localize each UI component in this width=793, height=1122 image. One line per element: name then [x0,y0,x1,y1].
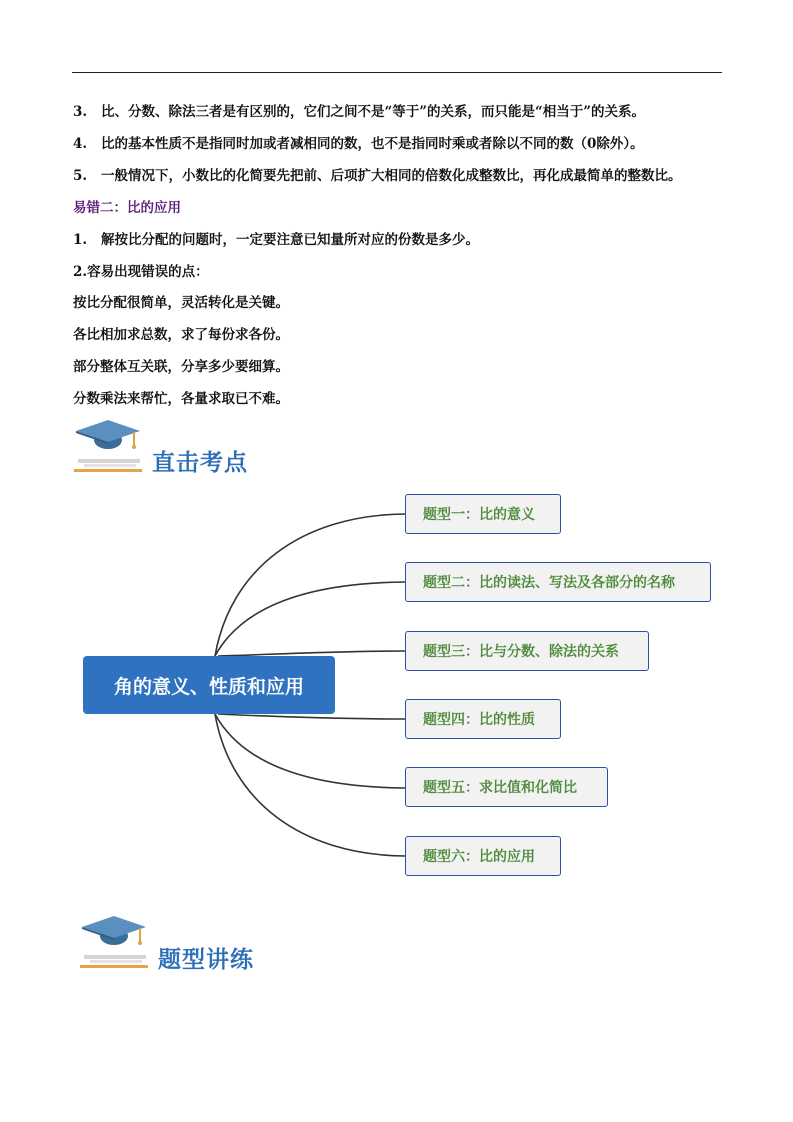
rhyme-3: 部分整体互关联，分享多少要细算。 [73,359,289,375]
mindmap-branch-3: 题型三：比与分数、除法的关系 [405,631,649,671]
connector-4 [218,714,405,719]
point-heading: 2.容易出现错误的点： [73,264,209,280]
rhyme-2: 各比相加求总数，求了每份求各份。 [73,327,289,343]
section-practice [80,914,254,974]
error-item-1: 1. 解按比分配的问题时，一定要注意已知量所对应的份数是多少。 [73,232,479,248]
section-direct-points [74,418,248,478]
graduation-cap-icon [74,418,146,474]
mindmap-branch-4: 题型四：比的性质 [405,699,561,739]
connector-6 [215,714,405,856]
mindmap-center-node: 角的意义、性质和应用 [83,656,335,714]
section-title-direct-points: 直击考点 [152,450,248,476]
mindmap-branch-6: 题型六：比的应用 [405,836,561,876]
error-heading: 易错二：比的应用 [73,200,181,216]
note-5: 5. 一般情况下，小数比的化简要先把前、后项扩大相同的倍数化成整数比，再化成最简单的整数比。 [73,168,682,184]
section-title-practice: 题型讲练 [158,947,254,973]
mindmap-branch-2: 题型二：比的读法、写法及各部分的名称 [405,562,711,602]
rhyme-1: 按比分配很简单，灵活转化是关键。 [73,295,289,311]
note-3: 3. 比、分数、除法三者是有区别的，它们之间不是“等于”的关系，而只能是“相当于”的关系。 [73,104,646,120]
connector-1 [215,514,405,656]
note-4: 4. 比的基本性质不是指同时加或者减相同的数，也不是指同时乘或者除以不同的数（0除外）。 [73,136,644,152]
connector-5 [215,714,405,788]
graduation-cap-icon [80,914,152,970]
rhyme-4: 分数乘法来帮忙，各量求取已不难。 [73,391,289,407]
header-rule [72,72,722,73]
mindmap-branch-5: 题型五：求比值和化简比 [405,767,608,807]
connector-2 [215,582,405,656]
mindmap-branch-1: 题型一：比的意义 [405,494,561,534]
